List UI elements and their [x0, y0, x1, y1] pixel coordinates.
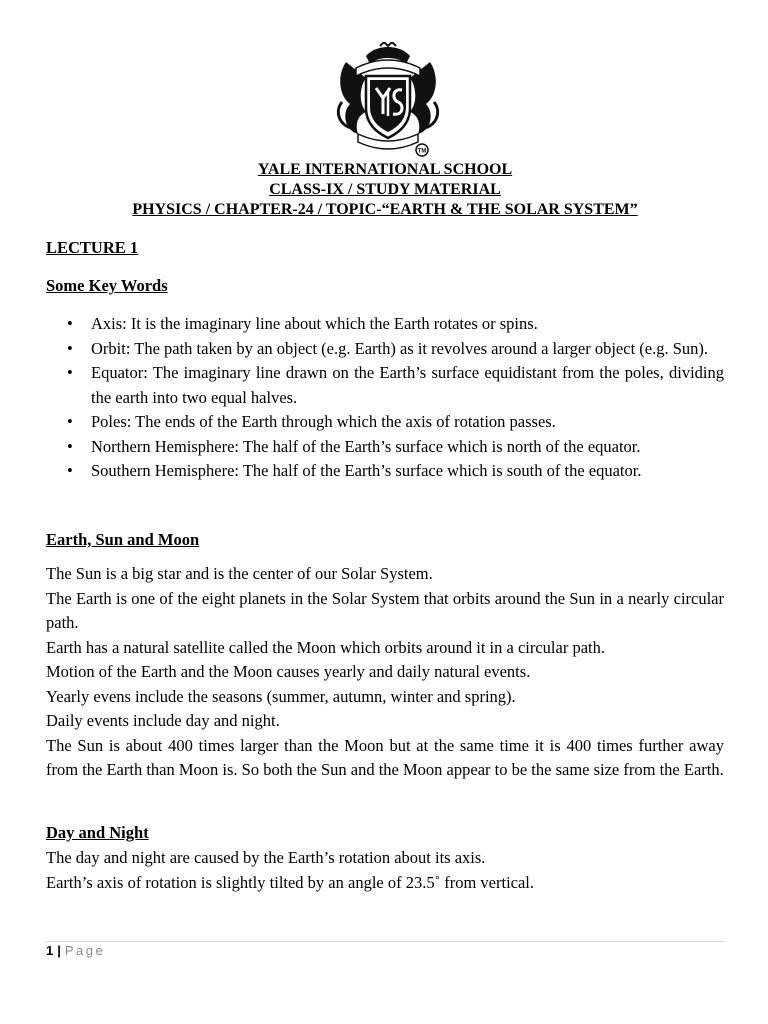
page-number: 1: [46, 943, 54, 958]
paragraph: Motion of the Earth and the Moon causes yearly and daily natural events.: [46, 662, 531, 681]
page-label: Page: [64, 943, 106, 958]
paragraph: The Earth is one of the eight planets in the Solar System that orbits around the Sun in a nearly circular path.: [46, 588, 724, 632]
list-item: • Orbit: The path taken by an object (e.g. Earth) as it revolves around a larger object (e.g. Sun).: [46, 337, 724, 362]
paragraph: The Sun is a big star and is the center of our Solar System.: [46, 564, 433, 583]
bullet-icon: •: [67, 314, 73, 333]
bullet-icon: •: [67, 338, 73, 358]
day-night-section: [46, 846, 724, 895]
school-name: YALE INTERNATIONAL SCHOOL: [257, 161, 513, 178]
list-item: • Equator: The imaginary line drawn on the Earth’s surface equidistant from the poles, dividing the earth into two equal halves.: [67, 363, 724, 407]
list-item: • Poles: The ends of the Earth through which the axis of rotation passes.: [46, 410, 724, 435]
paragraph: The Sun is about 400 times larger than the Moon but at the same time it is 400 times further away from the Earth than Moon is. So both the Sun and the Moon appear to be the same size from the Earth.: [46, 735, 724, 779]
class-title: CLASS-IX / STUDY MATERIAL: [269, 181, 501, 198]
footer-separator: |: [57, 943, 61, 958]
day-night-heading: Day and Night: [46, 823, 149, 842]
paragraph: Earth’s axis of rotation is slightly tilted by an angle of 23.5˚ from vertical.: [46, 872, 535, 892]
list-item: • Southern Hemisphere: The half of the Earth’s surface which is south of the equator.: [46, 459, 724, 484]
lecture-title: LECTURE 1: [46, 238, 139, 257]
key-words-heading: Some Key Words: [46, 276, 168, 295]
paragraph: Earth has a natural satellite called the Moon which orbits around it in a circular path.: [46, 637, 605, 657]
trademark-mark: TM: [417, 148, 427, 155]
bullet-icon: •: [67, 436, 73, 456]
footer-divider: [46, 941, 724, 942]
paragraph: Daily events include day and night.: [46, 711, 280, 730]
document-header: [46, 160, 724, 220]
earth-sun-moon-heading: Earth, Sun and Moon: [46, 530, 200, 549]
list-item: • Axis: It is the imaginary line about which the Earth rotates or spins.: [46, 312, 724, 337]
page-footer: [46, 943, 105, 958]
earth-sun-moon-section: [46, 562, 724, 783]
key-words-list: [46, 312, 724, 484]
document-page: [46, 0, 724, 1024]
bullet-icon: •: [67, 412, 73, 431]
chapter-topic-title: PHYSICS / CHAPTER-24 / TOPIC-“EARTH & THE SOLAR SYSTEM”: [132, 201, 638, 218]
school-crest-logo: [336, 42, 440, 160]
paragraph: The day and night are caused by the Earth’s rotation about its axis.: [46, 848, 486, 867]
bullet-icon: •: [67, 363, 73, 382]
bullet-icon: •: [67, 461, 73, 480]
paragraph: Yearly evens include the seasons (summer, autumn, winter and spring).: [46, 686, 516, 706]
list-item: • Northern Hemisphere: The half of the Earth’s surface which is north of the equator.: [46, 435, 724, 460]
